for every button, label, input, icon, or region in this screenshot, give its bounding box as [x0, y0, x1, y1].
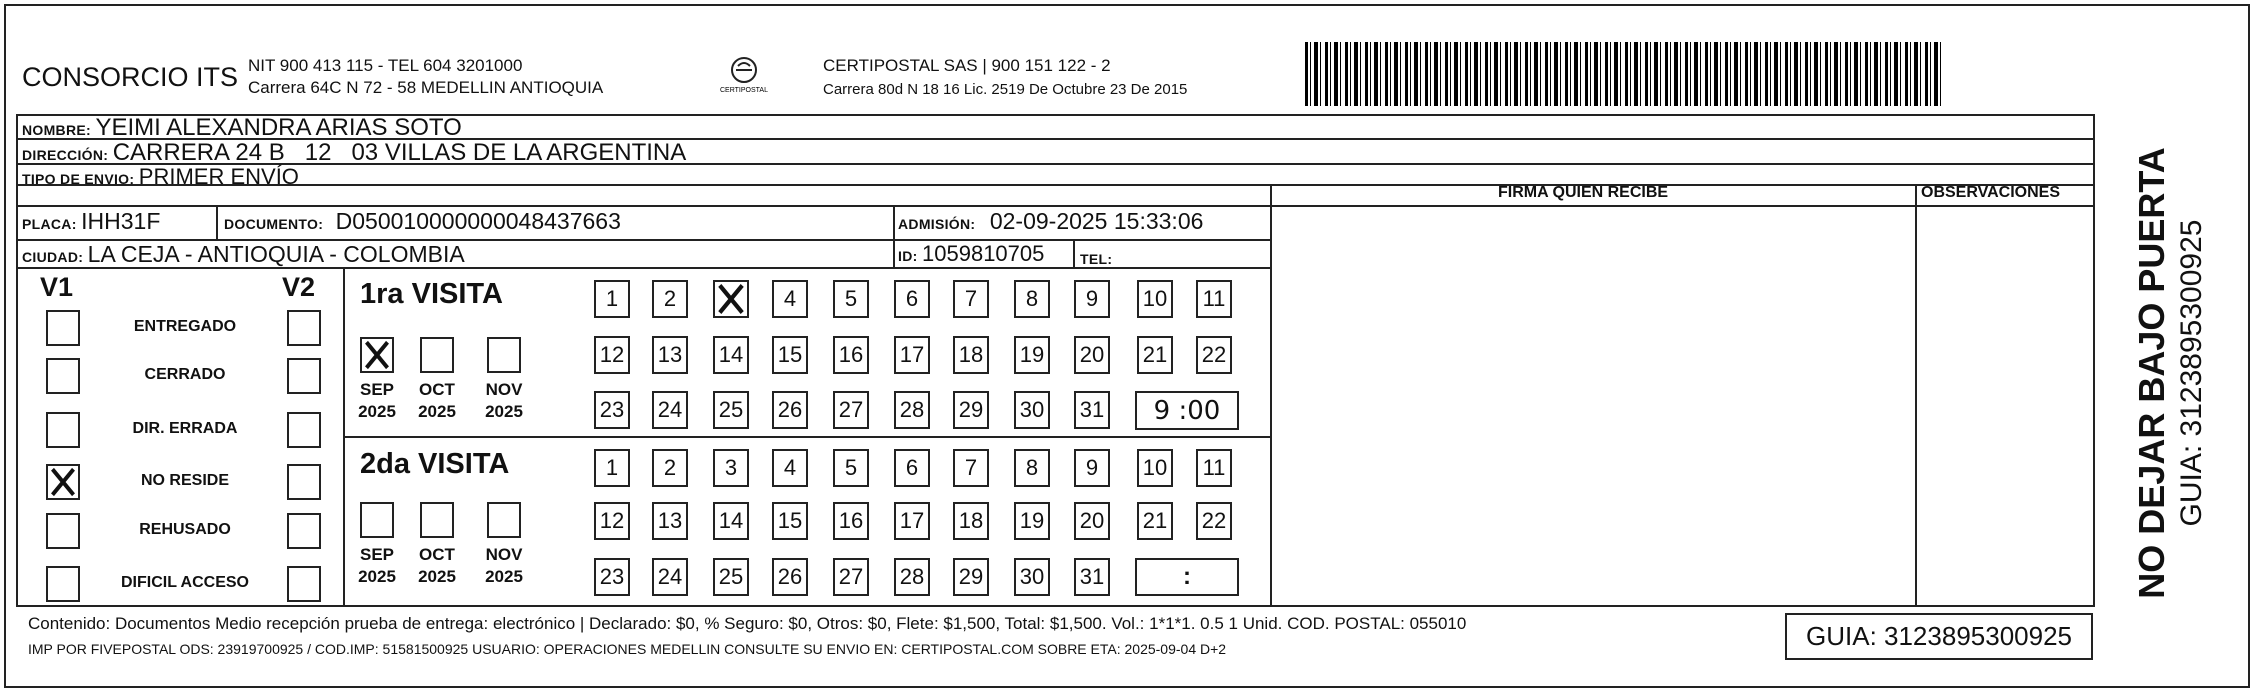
day-box[interactable] — [894, 558, 930, 596]
day-box[interactable] — [652, 558, 688, 596]
nombre-value: YEIMI ALEXANDRA ARIAS SOTO — [95, 114, 462, 141]
v1-checkbox[interactable] — [46, 566, 80, 602]
month-checkbox[interactable] — [360, 502, 394, 538]
day-box[interactable] — [1074, 336, 1110, 374]
day-box[interactable] — [713, 558, 749, 596]
grid-line — [1270, 205, 2093, 207]
month-name: OCT — [419, 380, 455, 399]
day-number: 26 — [777, 564, 803, 589]
visit1-time-box[interactable] — [1135, 391, 1239, 430]
day-box[interactable] — [894, 280, 930, 318]
documento-label: DOCUMENTO: — [224, 216, 324, 232]
day-number: 11 — [1202, 455, 1226, 480]
day-box[interactable] — [1196, 502, 1232, 540]
footer-guia-box — [1785, 613, 2093, 660]
day-box[interactable] — [652, 336, 688, 374]
day-number: 22 — [1201, 508, 1227, 533]
footer-imp-line: IMP POR FIVEPOSTAL ODS: 23919700925 / COD.IMP: 51581500925 USUARIO: OPERACIONES MEDELLIN CONSULTE SU ENVIO EN: CERTIPOSTAL.COM SOBRE ETA: 2025-09-04 D+2 — [28, 641, 1227, 657]
day-number: 4 — [783, 455, 797, 480]
day-number: 9 — [1085, 455, 1099, 480]
day-number: 24 — [657, 564, 683, 589]
status-label: ENTREGADO — [133, 318, 237, 335]
day-number: 5 — [844, 286, 858, 311]
status-label: NO RESIDE — [140, 472, 229, 489]
day-box[interactable] — [894, 502, 930, 540]
day-box[interactable] — [833, 391, 869, 429]
nombre-label: NOMBRE: — [22, 122, 91, 138]
day-number: 16 — [838, 508, 864, 533]
day-number: 15 — [777, 508, 803, 533]
day-box[interactable] — [772, 558, 808, 596]
x-mark-icon — [48, 466, 78, 498]
day-box[interactable] — [713, 449, 749, 487]
day-box[interactable] — [1137, 502, 1173, 540]
day-number: 23 — [599, 564, 625, 589]
grid-line — [1270, 184, 1272, 605]
month-checkbox[interactable] — [420, 337, 454, 373]
day-number: 21 — [1142, 342, 1168, 367]
direccion-value: CARRERA 24 B 12 03 VILLAS DE LA ARGENTINA — [112, 139, 687, 166]
day-number: 4 — [783, 286, 797, 311]
admision-field — [898, 208, 1203, 235]
day-number: 18 — [958, 342, 984, 367]
day-box[interactable] — [594, 280, 630, 318]
status-label: DIFICIL ACCESO — [120, 574, 249, 591]
day-number: 5 — [844, 455, 858, 480]
day-box[interactable] — [1074, 280, 1110, 318]
month-label — [475, 379, 533, 423]
tel-field — [1080, 243, 1112, 271]
x-mark-icon — [362, 339, 392, 371]
footer-guia: GUIA: 3123895300925 — [1806, 621, 2072, 651]
month-name: NOV — [485, 545, 523, 564]
company-name: CONSORCIO ITS — [22, 62, 239, 92]
grid-line — [16, 205, 1272, 207]
tel-label: TEL: — [1080, 251, 1113, 267]
day-box[interactable] — [953, 502, 989, 540]
placa-field — [22, 208, 160, 235]
day-box[interactable] — [594, 449, 630, 487]
month-label — [408, 544, 466, 588]
day-number: 7 — [964, 455, 978, 480]
day-box[interactable] — [833, 280, 869, 318]
month-checkbox[interactable] — [487, 502, 521, 538]
day-box[interactable] — [1014, 391, 1050, 429]
day-box[interactable] — [772, 502, 808, 540]
day-box[interactable] — [652, 502, 688, 540]
grid-line — [1073, 239, 1075, 267]
visit1-title: 1ra VISITA — [360, 278, 503, 310]
grid-line — [216, 205, 218, 239]
day-number: 17 — [899, 508, 925, 533]
day-number: 30 — [1019, 397, 1045, 422]
day-number: 25 — [718, 397, 744, 422]
grid-line — [16, 114, 18, 607]
day-box[interactable] — [894, 336, 930, 374]
day-number: 16 — [838, 342, 864, 367]
visit2-title: 2da VISITA — [360, 448, 510, 480]
day-box[interactable] — [772, 336, 808, 374]
month-year: 2025 — [418, 567, 456, 586]
month-checkbox[interactable] — [487, 337, 521, 373]
day-number: 8 — [1025, 286, 1039, 311]
day-number: 28 — [899, 397, 925, 422]
day-number: 13 — [657, 342, 683, 367]
day-box[interactable] — [953, 280, 989, 318]
certipostal-license: Carrera 80d N 18 16 Lic. 2519 De Octubre 23 De 2015 — [823, 81, 1188, 98]
visit1-time: 9 :00 — [1153, 395, 1221, 426]
month-checkbox[interactable] — [420, 502, 454, 538]
grid-line — [1915, 184, 1917, 605]
v1-checkbox[interactable] — [46, 412, 80, 448]
month-label — [475, 544, 533, 588]
day-number: 20 — [1079, 342, 1105, 367]
day-number: 27 — [838, 397, 864, 422]
day-number: 21 — [1142, 508, 1168, 533]
v1-checkbox[interactable] — [46, 358, 80, 394]
day-number: 13 — [657, 508, 683, 533]
day-number: 14 — [718, 508, 744, 533]
v2-checkbox[interactable] — [287, 358, 321, 394]
direccion-field — [22, 139, 686, 167]
footer-content-line: Contenido: Documentos Medio recepción prueba de entrega: electrónico | Declarado: $0, % Seguro: $0, Otros: $0, Flete: $1,500, Total: $1,500. Vol.: 1*1*1. 0.5 1 Unid. COD. POSTAL: 055010 — [28, 614, 1467, 633]
nombre-field — [22, 114, 462, 142]
v2-label: V2 — [282, 272, 316, 302]
v2-checkbox[interactable] — [287, 412, 321, 448]
company-address: Carrera 64C N 72 - 58 MEDELLIN ANTIOQUIA — [248, 78, 604, 97]
month-year: 2025 — [418, 402, 456, 421]
day-number: 10 — [1142, 455, 1168, 480]
admision-label: ADMISIÓN: — [898, 216, 976, 232]
day-box[interactable] — [833, 449, 869, 487]
month-name: SEP — [359, 380, 395, 399]
day-box[interactable] — [1014, 558, 1050, 596]
day-box[interactable] — [894, 449, 930, 487]
day-number: 2 — [663, 455, 677, 480]
day-number: 27 — [838, 564, 864, 589]
month-label — [408, 379, 466, 423]
month-name: OCT — [419, 545, 455, 564]
day-box[interactable] — [652, 391, 688, 429]
day-number: 10 — [1142, 286, 1168, 311]
company-nit: NIT 900 413 115 - TEL 604 3201000 — [248, 56, 523, 75]
v2-checkbox[interactable] — [287, 513, 321, 549]
grid-line — [16, 605, 2093, 607]
day-number: 30 — [1019, 564, 1045, 589]
label-frame — [4, 4, 2250, 688]
day-box[interactable] — [1137, 449, 1173, 487]
day-box[interactable] — [594, 336, 630, 374]
tipo-envio-value: PRIMER ENVÍO — [138, 164, 299, 189]
certipostal-logo-icon — [708, 54, 780, 98]
day-box[interactable] — [953, 449, 989, 487]
logo-text: CERTIPOSTAL — [720, 87, 768, 94]
day-number: 18 — [958, 508, 984, 533]
day-box[interactable] — [1196, 449, 1232, 487]
month-label — [348, 544, 406, 588]
v1-checkbox[interactable] — [46, 310, 80, 346]
month-checkbox[interactable] — [360, 337, 394, 373]
day-box[interactable] — [652, 280, 688, 318]
day-box[interactable] — [594, 502, 630, 540]
day-box[interactable] — [594, 391, 630, 429]
tipo-envio-label: TIPO DE ENVIO: — [22, 171, 135, 187]
visit2-time: : — [1183, 563, 1191, 590]
grid-line — [2093, 114, 2095, 607]
day-box[interactable] — [713, 502, 749, 540]
day-box[interactable] — [1137, 280, 1173, 318]
day-box[interactable] — [713, 391, 749, 429]
v2-checkbox[interactable] — [287, 464, 321, 500]
day-box[interactable] — [652, 449, 688, 487]
day-number: 2 — [663, 286, 677, 311]
day-number: 3 — [724, 455, 738, 480]
day-box[interactable] — [1074, 391, 1110, 429]
month-year: 2025 — [358, 567, 396, 586]
day-box[interactable] — [713, 280, 749, 318]
observaciones-header: OBSERVACIONES — [1921, 184, 2060, 201]
firma-header: FIRMA QUIEN RECIBE — [1498, 184, 1669, 201]
v1-checkbox[interactable] — [46, 464, 80, 500]
day-number: 1 — [605, 455, 619, 480]
day-box[interactable] — [772, 391, 808, 429]
day-box[interactable] — [1014, 449, 1050, 487]
ciudad-value: LA CEJA - ANTIOQUIA - COLOMBIA — [87, 241, 465, 267]
documento-field — [224, 208, 621, 235]
month-year: 2025 — [358, 402, 396, 421]
x-mark-icon — [715, 282, 747, 316]
day-number: 14 — [718, 342, 744, 367]
month-year: 2025 — [485, 567, 523, 586]
day-box[interactable] — [1137, 336, 1173, 374]
certipostal-nit: CERTIPOSTAL SAS | 900 151 122 - 2 — [823, 56, 1111, 75]
day-box[interactable] — [1014, 502, 1050, 540]
grid-line — [343, 436, 1272, 438]
day-box[interactable] — [772, 449, 808, 487]
visit2-time-box[interactable] — [1135, 558, 1239, 596]
day-number: 29 — [958, 564, 984, 589]
day-number: 12 — [599, 342, 625, 367]
day-box[interactable] — [833, 558, 869, 596]
ciudad-field — [22, 241, 465, 268]
day-box[interactable] — [953, 558, 989, 596]
month-name: NOV — [485, 380, 523, 399]
status-label: DIR. ERRADA — [132, 420, 238, 437]
id-value: 1059810705 — [922, 241, 1045, 266]
day-box[interactable] — [594, 558, 630, 596]
day-number: 25 — [718, 564, 744, 589]
day-number: 11 — [1202, 286, 1226, 311]
placa-value: IHH31F — [81, 208, 161, 234]
v2-checkbox[interactable] — [287, 310, 321, 346]
day-number: 15 — [777, 342, 803, 367]
day-number: 12 — [599, 508, 625, 533]
day-box[interactable] — [1074, 558, 1110, 596]
day-box[interactable] — [1014, 336, 1050, 374]
day-number: 22 — [1201, 342, 1227, 367]
day-number: 26 — [777, 397, 803, 422]
day-number: 20 — [1079, 508, 1105, 533]
day-box[interactable] — [1196, 336, 1232, 374]
placa-label: PLACA: — [22, 216, 77, 232]
day-number: 31 — [1079, 564, 1105, 589]
ciudad-label: CIUDAD: — [22, 249, 84, 265]
v2-checkbox[interactable] — [287, 566, 321, 602]
grid-line — [16, 184, 2093, 186]
day-number: 31 — [1079, 397, 1105, 422]
documento-value: D050010000000048437663 — [335, 208, 621, 234]
day-number: 17 — [899, 342, 925, 367]
status-label: CERRADO — [144, 366, 226, 383]
tipo-envio-field — [22, 164, 299, 190]
direccion-label: DIRECCIÓN: — [22, 147, 109, 163]
day-number: 19 — [1019, 508, 1045, 533]
day-number: 24 — [657, 397, 683, 422]
side-guia: GUIA: 3123895300925 — [2175, 219, 2208, 527]
v1-checkbox[interactable] — [46, 513, 80, 549]
day-box[interactable] — [1074, 449, 1110, 487]
barcode — [1305, 42, 1941, 106]
day-number: 6 — [905, 455, 919, 480]
day-number: 7 — [964, 286, 978, 311]
day-box[interactable] — [772, 280, 808, 318]
day-number: 8 — [1025, 455, 1039, 480]
day-number: 28 — [899, 564, 925, 589]
side-warning: NO DEJAR BAJO PUERTA — [2131, 147, 2172, 599]
v1-label: V1 — [40, 272, 74, 302]
month-name: SEP — [359, 545, 395, 564]
day-number: 1 — [605, 286, 619, 311]
day-number: 23 — [599, 397, 625, 422]
day-box[interactable] — [1074, 502, 1110, 540]
day-box[interactable] — [894, 391, 930, 429]
day-number: 9 — [1085, 286, 1099, 311]
day-box[interactable] — [833, 336, 869, 374]
day-number: 19 — [1019, 342, 1045, 367]
admision-value: 02-09-2025 15:33:06 — [989, 208, 1204, 234]
month-label — [348, 379, 406, 423]
day-box[interactable] — [1014, 280, 1050, 318]
status-label: REHUSADO — [139, 521, 231, 538]
id-field — [898, 241, 1044, 267]
day-box[interactable] — [713, 336, 749, 374]
day-box[interactable] — [833, 502, 869, 540]
day-number: 6 — [905, 286, 919, 311]
day-box[interactable] — [953, 391, 989, 429]
id-label: ID: — [898, 248, 918, 264]
grid-line — [893, 205, 895, 267]
day-box[interactable] — [1196, 280, 1232, 318]
day-number: 29 — [958, 397, 984, 422]
month-year: 2025 — [485, 402, 523, 421]
day-box[interactable] — [953, 336, 989, 374]
